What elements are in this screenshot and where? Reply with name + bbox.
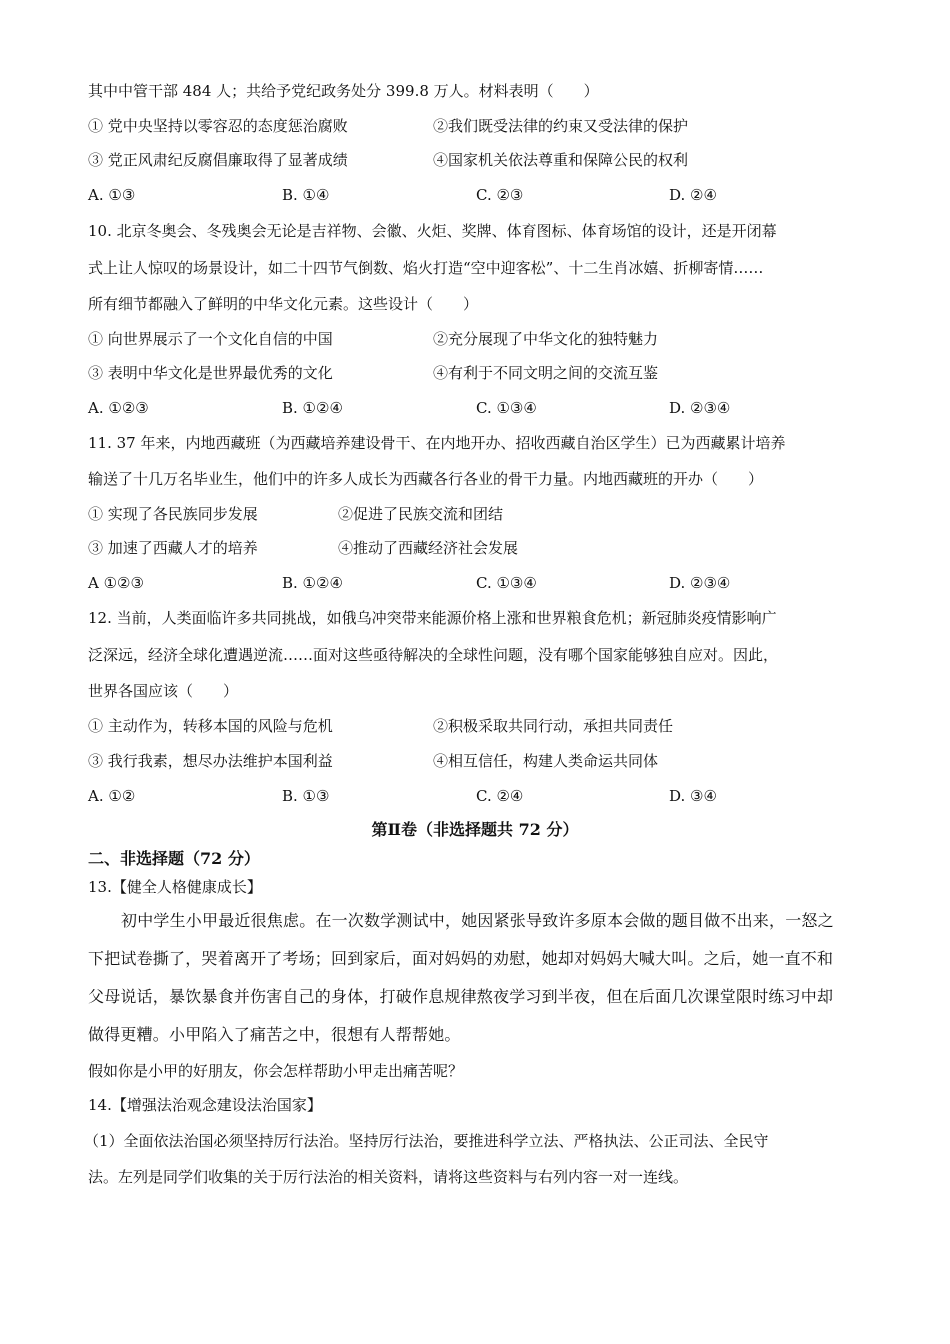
- q14-heading: 14.【增强法治观念建设法治国家】: [88, 1096, 322, 1114]
- q10-stem-line-3: 所有细节都融入了鲜明的中华文化元素。这些设计（ ）: [88, 295, 479, 313]
- q9-statement-1: ① 党中央坚持以零容忍的态度惩治腐败: [88, 117, 348, 135]
- q14-sub1-line-2: 法。左列是同学们收集的关于厉行法治的相关资料，请将这些资料与右列内容一对一连线。: [88, 1168, 689, 1186]
- q9-statement-4: ④国家机关依法尊重和保障公民的权利: [433, 151, 689, 169]
- q11-choice-c: C. ①③④: [476, 574, 537, 592]
- q12-statement-1: ① 主动作为，转移本国的风险与危机: [88, 717, 333, 735]
- q10-stem-line-2: 式上让人惊叹的场景设计，如二十四节气倒数、焰火打造“空中迎客松”、十二生肖冰嬉、折柳寄情……: [88, 259, 764, 277]
- q9-choice-c: C. ②③: [476, 186, 524, 204]
- q10-choice-b: B. ①②④: [282, 399, 343, 417]
- q12-statement-2: ②积极采取共同行动，承担共同责任: [433, 717, 674, 735]
- q10-choice-a: A. ①②③: [88, 399, 149, 417]
- q11-statement-4: ④推动了西藏经济社会发展: [338, 539, 519, 557]
- q12-stem-line-1: 12. 当前，人类面临许多共同挑战，如俄乌冲突带来能源价格上涨和世界粮食危机；新冠肺炎疫情影响广: [88, 609, 777, 627]
- q10-choice-c: C. ①③④: [476, 399, 537, 417]
- section-title: 二、非选择题（72 分）: [88, 849, 260, 868]
- q9-statement-3: ③ 党正风肃纪反腐倡廉取得了显著成绩: [88, 151, 348, 169]
- q11-choice-d: D. ②③④: [669, 574, 731, 592]
- q12-choice-c: C. ②④: [476, 787, 524, 805]
- q13-heading: 13.【健全人格健康成长】: [88, 878, 262, 896]
- q9-choice-d: D. ②④: [669, 186, 717, 204]
- q12-choice-b: B. ①③: [282, 787, 330, 805]
- q9-stem-line: 其中中管干部 484 人；共给予党纪政务处分 399.8 万人。材料表明（ ）: [88, 82, 599, 100]
- q12-stem-line-3: 世界各国应该（ ）: [88, 682, 239, 700]
- q13-paragraph-line-2: 下把试卷撕了，哭着离开了考场；回到家后，面对妈妈的劝慰，她却对妈妈大喊大叫。之后，她一直不和: [88, 949, 834, 968]
- q11-stem-line-1: 11. 37 年来，内地西藏班（为西藏培养建设骨干、在内地开办、招收西藏自治区学生）已为西藏累计培养: [88, 434, 786, 452]
- q12-choice-a: A. ①②: [88, 787, 136, 805]
- q9-choice-b: B. ①④: [282, 186, 330, 204]
- q10-statement-2: ②充分展现了中华文化的独特魅力: [433, 330, 659, 348]
- q9-statement-2: ②我们既受法律的约束又受法律的保护: [433, 117, 689, 135]
- q10-statement-3: ③ 表明中华文化是世界最优秀的文化: [88, 364, 333, 382]
- q9-choice-a: A. ①③: [88, 186, 136, 204]
- q11-stem-line-2: 输送了十几万名毕业生，他们中的许多人成长为西藏各行各业的骨干力量。内地西藏班的开办（ ）: [88, 470, 764, 488]
- q11-statement-1: ① 实现了各民族同步发展: [88, 505, 258, 523]
- q10-choice-d: D. ②③④: [669, 399, 731, 417]
- q14-sub1-line-1: （1）全面依法治国必须坚持厉行法治。坚持厉行法治，要推进科学立法、严格执法、公正司法、全民守: [84, 1132, 769, 1150]
- q11-choice-a: A ①②③: [88, 574, 144, 592]
- q11-statement-2: ②促进了民族交流和团结: [338, 505, 504, 523]
- q13-paragraph-line-3: 父母说话，暴饮暴食并伤害自己的身体，打破作息规律熬夜学习到半夜，但在后面几次课堂限时练习中却: [88, 987, 834, 1006]
- q10-stem-line-1: 10. 北京冬奥会、冬残奥会无论是吉祥物、会徽、火炬、奖牌、体育图标、体育场馆的设计，还是开闭幕: [88, 222, 777, 240]
- q13-paragraph-line-1: 初中学生小甲最近很焦虑。在一次数学测试中，她因紧张导致许多原本会做的题目做不出来，一怒之: [121, 911, 834, 930]
- q10-statement-4: ④有利于不同文明之间的交流互鉴: [433, 364, 659, 382]
- q11-statement-3: ③ 加速了西藏人才的培养: [88, 539, 258, 557]
- q12-choice-d: D. ③④: [669, 787, 717, 805]
- q11-choice-b: B. ①②④: [282, 574, 343, 592]
- q12-stem-line-2: 泛深远，经济全球化遭遇逆流……面对这些亟待解决的全球性问题，没有哪个国家能够独自应对。因此，: [88, 646, 779, 664]
- q12-statement-4: ④相互信任，构建人类命运共同体: [433, 752, 659, 770]
- q10-statement-1: ① 向世界展示了一个文化自信的中国: [88, 330, 333, 348]
- part2-title: 第Ⅱ卷（非选择题共 72 分）: [371, 820, 579, 839]
- q13-question: 假如你是小甲的好朋友，你会怎样帮助小甲走出痛苦呢？: [88, 1062, 464, 1080]
- q12-statement-3: ③ 我行我素，想尽办法维护本国利益: [88, 752, 333, 770]
- q13-paragraph-line-4: 做得更糟。小甲陷入了痛苦之中，很想有人帮帮她。: [88, 1025, 461, 1044]
